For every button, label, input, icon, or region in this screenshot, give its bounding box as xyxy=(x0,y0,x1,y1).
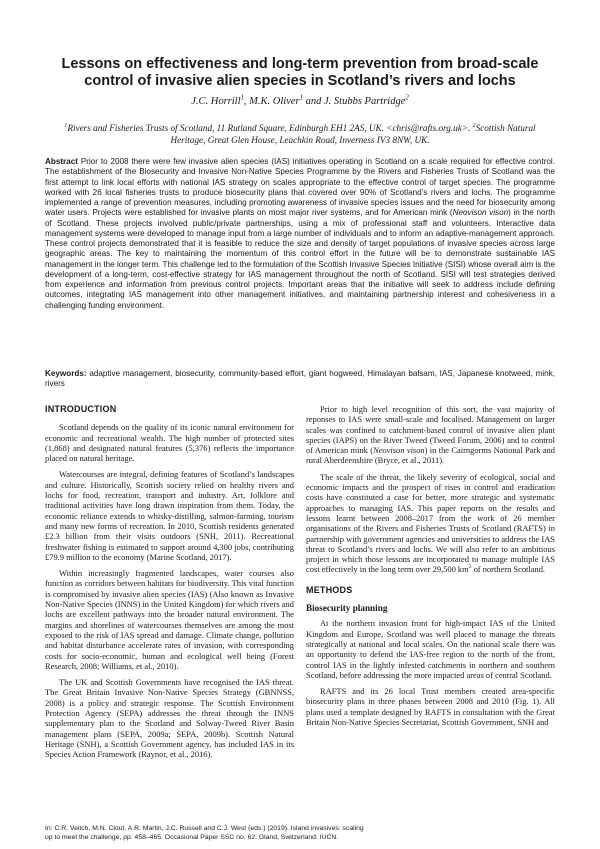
abstract-text: ) in the north of Scotland. These projects involved public/private partnerships, using a mix of professional staff and volunteers. Interactive data management systems were developed to manage input from a large number of individuals and to inform an adaptive-management approach. These control projects demonstrated that it is feasible to reduce the size and density of target populations of invasive species across large geographic areas. The key to maintaining the momentum of this control effort in the future will be to demonstrate sustainable IAS management in the longer term. This challenge led to the formulation of the Scottish Invasive Species Initiative (SISI) whose overall aim is the development of a long-term, cost-effective strategy for IAS management throughout the north of Scotland. SISI will test strategies derived from experience and information from previous control projects. Important areas that the initiative will seek to address include defining outcomes, integrating IAS management into other management initiatives, and maintaining partnership interest and cohesiveness in a challenging funding environment. xyxy=(45,208,555,310)
affiliation-mark: 1 xyxy=(64,122,68,129)
author-list xyxy=(60,96,540,107)
section-heading-introduction: INTRODUCTION xyxy=(45,404,117,414)
species-name: Neovison vison xyxy=(373,445,425,456)
author-name: J.C. Horrill xyxy=(191,96,241,107)
abstract xyxy=(45,157,555,311)
body-paragraph: At the northern invasion front for high-impact IAS of the United Kingdom and Europe, Scotland was well placed to manage the threats strategically at national and local scales. On the national scale there was an opportunity to defend the IAS-free region to the north of the front, control IAS in the lightly infested catchments in northern and southern Scotland, before addressing the more impacted areas of central Scotland. xyxy=(306,618,555,680)
body-paragraph: Scotland depends on the quality of its iconic natural environment for economic and recreational wealth. The high number of protected sites (1,868) and designated natural features (5,376) reflects the importance placed on natural heritage. xyxy=(45,422,294,464)
author-separator: , xyxy=(243,96,250,107)
body-paragraph: RAFTS and its 26 local Trust members created area-specific biosecurity plans in three phases between 2008 and 2010 (Fig. 1). All plans used a template designed by RAFTS in consultation with the Great Britain Non-Native Species Secretariat, Scottish Government, SNH and xyxy=(306,686,555,728)
author-name: M.K. Oliver xyxy=(249,96,300,107)
body-paragraph: Watercourses are integral, defining features of Scotland’s landscapes and culture. Historically, Scottish society relied on healthy rivers and lochs for food, recreation, transport and industry. Art, folklore and traditional activities have long drawn inspiration from them. Today, the economic reliance extends to whisky-distilling, salmon-farming, tourism and many new forms of recreation. In 2010, Scottish residents generated £2.3 billion from their visits outdoors (SNH, 2011). Recreational freshwater fishing is estimated to support around 4,300 jobs, contributing £79.9 million to the economy (Marine Scotland, 2017). xyxy=(45,469,294,562)
body-text: of northern Scotland. xyxy=(471,564,546,575)
keywords-text: adaptive management, biosecurity, community-based effort, giant hogweed, Himalayan balsam, IAS, Japanese knotweed, mink, rivers xyxy=(45,369,555,389)
author-name: J. Stubbs Partridge xyxy=(324,96,406,107)
body-text: Prior to high level recognition of this sort, the vast majority of reponses to IAS were small-scale and localised. Management on larger scales was confined to catchment-based control of invasive alien plant species (IAPS) on the River Tweed (Tweed Forum, 2006) and to control of American mink ( xyxy=(306,404,555,456)
keywords-label: Keywords: xyxy=(45,369,87,378)
affiliation-text: Rivers and Fisheries Trusts of Scotland, 11 Rutland Square, Edinburgh EH1 2AS, UK. <chris@rafts.org.uk>. xyxy=(67,123,473,133)
affiliation-mark: 2 xyxy=(472,122,476,129)
body-paragraph xyxy=(306,404,555,466)
body-paragraph: Within increasingly fragmented landscapes, water courses also function as corridors between habitats for biodiversity. This vital function is compromised by invasive alien species (IAS) (Also known as Invasive Non-Native Species (INNS) in the United Kingdom) for which rivers and lochs are excellent pathways into the broader natural environment. The margins and shorelines of watercourses themselves are among the most exposed to the risk of IAS spread and damage. Climate change, pollution and habitat disturbance accelerate rates of invasion, with corresponding costs for socio-economic, human and ecological well being (Forest Research, 2008; Williams, et al., 2010). xyxy=(45,568,294,671)
affiliation-text: Scottish Natural Heritage, Great Glen House, Leachkin Road, Inverness IV3 8NW, UK. xyxy=(170,123,536,145)
species-name: Neovison vison xyxy=(452,208,509,218)
body-paragraph: The UK and Scottish Governments have recognised the IAS threat. The Great Britain Invasive Non-Native Species Strategy (GBNNSS, 2008) is a policy and strategic response. The Scottish Environment Protection Agency (SEPA) addresses the threat through the INNS supplementary plan to the Scotland and Solway-Tweed River Basin management plans (SEPA, 2009a; SEPA, 2009b). Scottish Natural Heritage (SNH), a Scottish Government agency, has included IAS in its Species Action Framework (Raynor, et al., 2016). xyxy=(45,677,294,760)
section-heading-methods: METHODS xyxy=(306,584,353,595)
author-affiliation-mark: 1 xyxy=(240,94,244,102)
paper-title: Lessons on effectiveness and long-term prevention from broad-scale control of invasive alien species in Scotland’s rivers and lochs xyxy=(61,56,539,89)
footer-line: In: C.R. Veitch, M.N. Clout, A.R. Martin, J.C. Russell and C.J. West (eds.) (2019). Island invasives: scaling xyxy=(45,825,364,832)
author-affiliation-mark: 1 xyxy=(299,94,304,102)
abstract-label: Abstract xyxy=(45,157,78,166)
footer-line: up to meet the challenge, pp. 458–465. Occasional Paper SSC no. 62. Gland, Switzerland: IUCN. xyxy=(45,833,339,841)
body-paragraph xyxy=(306,472,555,575)
keywords xyxy=(45,369,555,390)
author-affiliation-mark: 2 xyxy=(405,94,409,102)
superscript: 2 xyxy=(468,564,472,571)
right-column xyxy=(306,404,555,733)
abstract-text: Prior to 2008 there were few invasive alien species (IAS) initiatives operating in Scotland on a scale required for effective control. The establishment of the Biosecurity and Invasive Non-Native Species Programme by the Rivers and Fisheries Trusts of Scotland was the first attempt to link local efforts with national IAS strategy on scales appropriate to the effective control of target species. The programme worked with 26 local fisheries trusts to produce biosecurity plans that covered over 90% of Scotland’s rivers and lochs. The programme implemented a range of prevention measures, including promoting awareness of invasive species issues and the need for biosecurity among water users. Projects were established for invasive plants on most major river systems, and for American mink ( xyxy=(45,157,555,218)
body-text: ) in the Cairngorms National Park and rural Aberdeenshire (Bryce, et al., 2011). xyxy=(306,445,555,466)
left-column xyxy=(45,404,294,766)
subsection-heading: Biosecurity planning xyxy=(306,603,388,614)
author-separator: and xyxy=(303,96,325,107)
body-text: The scale of the threat, the likely severity of ecological, social and economic impacts and the prospect of rises in control and eradication costs have constituted a case for better, more strategic and systematic approaches to managing IAS. This paper reports on the results and lessons learnt between 2008–2017 from the work of 26 member organisations of the Rivers and Fisheries Trusts of Scotland (RAFTS) in partnership with government agencies and universities to address the IAS threat to Scotland’s rivers and lochs. We will also refer to an ambitious project in which those lessons are incorporated to manage multiple IAS cost effectively in the long term over 29,500 km xyxy=(306,471,555,575)
citation-footer xyxy=(45,825,555,842)
affiliations xyxy=(48,122,552,146)
